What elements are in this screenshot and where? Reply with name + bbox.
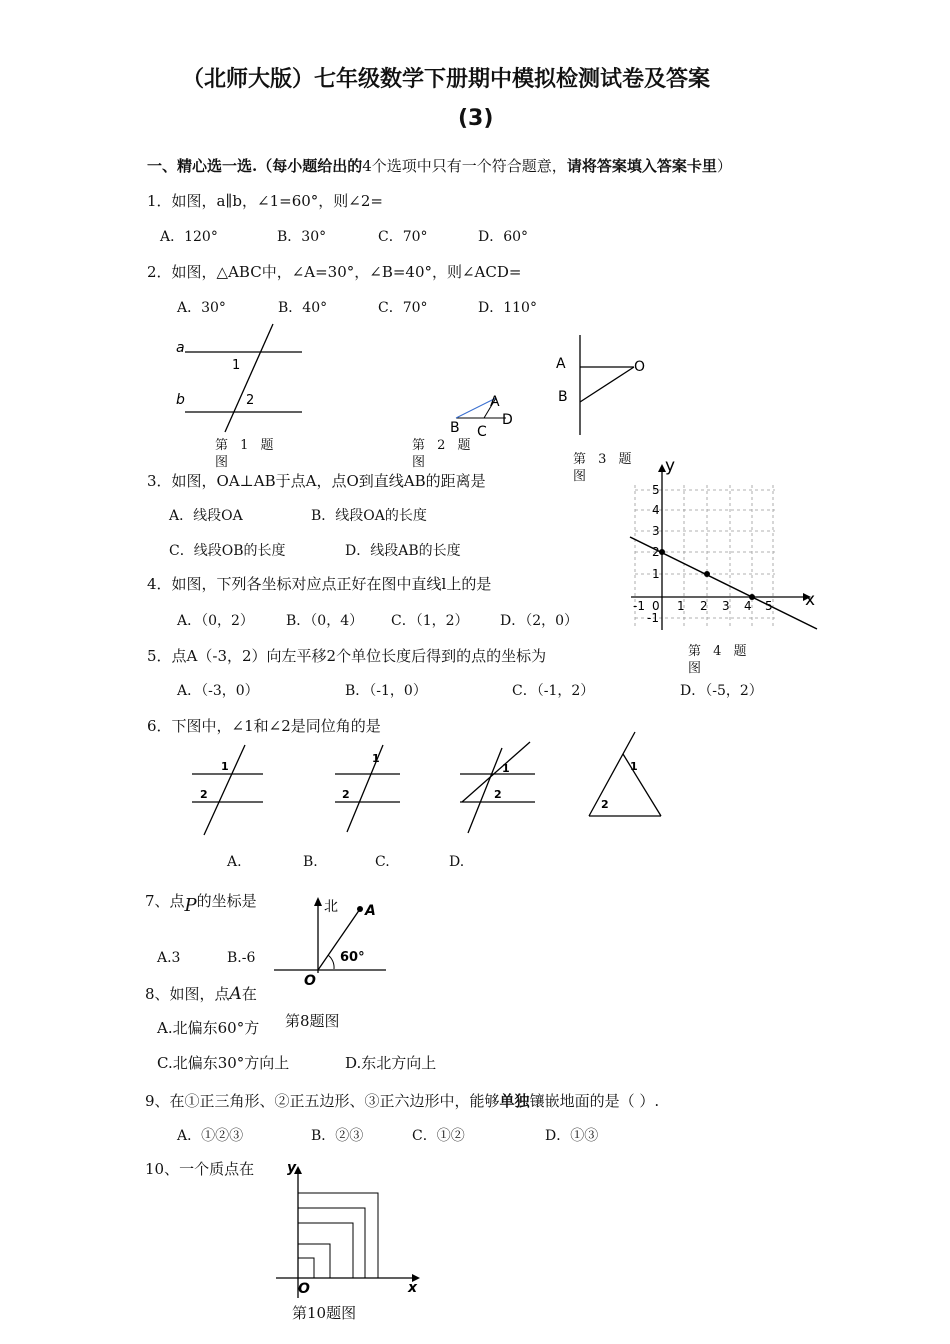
caption-q2: 第 2 题图 xyxy=(412,438,475,470)
q3-option-a: A．线段OA xyxy=(169,508,243,524)
label-B: B xyxy=(450,420,460,436)
angle-1-label: 1 xyxy=(630,760,638,773)
label-A: A xyxy=(556,356,566,372)
q4-option-d: D．（2，0） xyxy=(500,613,579,629)
q6-option-a: A. xyxy=(227,854,242,870)
y-tick: 3 xyxy=(652,524,660,538)
figure-q6-c xyxy=(458,738,538,838)
q9-option-c: C．①② xyxy=(412,1128,465,1144)
q8-option-d: D.东北方向上 xyxy=(345,1054,437,1072)
q6-option-c: C. xyxy=(375,854,390,870)
angle-60-label: 60° xyxy=(340,950,365,965)
label-B: B xyxy=(558,389,568,405)
x-tick: -1 xyxy=(633,599,645,613)
label-D: D xyxy=(502,412,513,428)
x-tick: 3 xyxy=(722,599,730,613)
axis-x-label: x xyxy=(805,590,816,610)
q7-option-a: A.3 xyxy=(157,950,181,966)
angle-2-label: 2 xyxy=(246,393,255,408)
y-tick: 4 xyxy=(652,503,660,517)
caption-q3: 第 3 题图 xyxy=(573,452,636,484)
origin-O-label: O xyxy=(304,973,316,989)
x-tick: 1 xyxy=(677,599,685,613)
point-A-label: A xyxy=(365,903,376,919)
q2-option-d: D．110° xyxy=(478,300,537,316)
label-O: O xyxy=(634,359,646,375)
label-A: A xyxy=(490,394,500,410)
label-a: a xyxy=(176,340,185,356)
q7-option-b: B.-6 xyxy=(227,950,256,966)
figure-q6-d xyxy=(583,730,668,830)
q4-option-c: C．（1，2） xyxy=(391,613,469,629)
q9-option-b: B．②③ xyxy=(311,1128,364,1144)
q6-option-b: B. xyxy=(303,854,318,870)
caption-q8: 第8题图 xyxy=(285,1012,340,1030)
origin-label: 0 xyxy=(652,599,660,613)
y-tick: 5 xyxy=(652,483,660,497)
q1-option-c: C．70° xyxy=(378,229,428,245)
x-tick: 2 xyxy=(700,599,708,613)
question-8: 8、如图，点A在 xyxy=(145,984,257,1004)
q2-option-c: C．70° xyxy=(378,300,428,316)
q8-option-a: A.北偏东60°方 xyxy=(157,1019,260,1037)
angle-2-label: 2 xyxy=(342,788,350,801)
q6-option-d: D. xyxy=(449,854,465,870)
y-tick: 1 xyxy=(652,567,660,581)
question-5: 5．点A（-3，2）向左平移2个单位长度后得到的点的坐标为 xyxy=(147,647,547,665)
caption-q4: 第 4 题图 xyxy=(688,644,751,676)
section-instructions: 一、精心选一选.（每小题给出的4个选项中只有一个符合题意，请将答案填入答案卡里） xyxy=(147,157,732,175)
x-tick: 4 xyxy=(744,599,752,613)
angle-1-label: 1 xyxy=(372,752,380,765)
axis-y-label: y xyxy=(665,456,676,476)
question-6: 6．下图中，∠1和∠2是同位角的是 xyxy=(147,717,381,735)
figure-q4 xyxy=(625,455,825,635)
figure-q1 xyxy=(170,322,310,422)
figure-q3 xyxy=(550,330,660,440)
section-heading: 一、精心选一选. xyxy=(147,157,258,175)
y-tick: 2 xyxy=(652,545,660,559)
q1-option-b: B．30° xyxy=(277,229,327,245)
north-label: 北 xyxy=(324,899,338,915)
question-3: 3．如图，OA⊥AB于点A，点O到直线AB的距离是 xyxy=(147,472,486,490)
angle-2-label: 2 xyxy=(494,788,502,801)
question-2: 2．如图，△ABC中，∠A=30°，∠B=40°，则∠ACD= xyxy=(147,263,522,281)
angle-1-label: 1 xyxy=(232,358,241,373)
angle-1-label: 1 xyxy=(502,762,510,775)
figure-q6-b xyxy=(333,740,413,840)
angle-2-label: 2 xyxy=(601,798,609,811)
q1-option-d: D．60° xyxy=(478,229,529,245)
y-tick: -1 xyxy=(647,611,659,625)
origin-O-label: O xyxy=(298,1281,310,1297)
q4-option-a: A．（0，2） xyxy=(177,613,254,629)
caption-q1: 第 1 题图 xyxy=(215,438,278,470)
figure-q6-a xyxy=(190,740,270,840)
q3-option-d: D．线段AB的长度 xyxy=(345,543,461,559)
angle-2-label: 2 xyxy=(200,788,208,801)
label-b: b xyxy=(176,392,185,408)
page-title-suffix: (3) xyxy=(458,106,494,131)
q9-option-a: A．①②③ xyxy=(177,1128,244,1144)
figure-q2 xyxy=(446,388,516,438)
q8-option-c: C.北偏东30°方向上 xyxy=(157,1054,290,1072)
question-9: 9、在①正三角形、②正五边形、③正六边形中，能够单独镶嵌地面的是（ ）. xyxy=(145,1092,660,1110)
angle-1-label: 1 xyxy=(221,760,229,773)
question-7: 7、点P的坐标是 xyxy=(145,892,257,916)
label-C: C xyxy=(477,424,487,440)
q5-option-d: D．（-5，2） xyxy=(680,683,763,699)
caption-q10: 第10题图 xyxy=(292,1304,357,1322)
q4-option-b: B．（0，4） xyxy=(286,613,364,629)
axis-x-label: x xyxy=(408,1280,418,1296)
page-title: （北师大版）七年级数学下册期中模拟检测试卷及答案 xyxy=(182,67,711,92)
x-tick: 5 xyxy=(765,599,773,613)
axis-y-label: y xyxy=(287,1160,297,1176)
q3-option-c: C．线段OB的长度 xyxy=(169,543,286,559)
figure-q10 xyxy=(270,1158,430,1308)
question-1: 1．如图，a∥b，∠1=60°，则∠2= xyxy=(147,192,383,210)
q1-option-a: A．120° xyxy=(160,229,218,245)
q5-option-a: A．（-3，0） xyxy=(177,683,259,699)
q9-option-d: D．①③ xyxy=(545,1128,599,1144)
q2-option-b: B．40° xyxy=(278,300,328,316)
q2-option-a: A．30° xyxy=(177,300,226,316)
q3-option-b: B．线段OA的长度 xyxy=(311,508,427,524)
q5-option-b: B．（-1，0） xyxy=(345,683,427,699)
question-4: 4．如图，下列各坐标对应点正好在图中直线l上的是 xyxy=(147,575,492,593)
q5-option-c: C．（-1，2） xyxy=(512,683,595,699)
question-10: 10、一个质点在 xyxy=(145,1160,255,1178)
